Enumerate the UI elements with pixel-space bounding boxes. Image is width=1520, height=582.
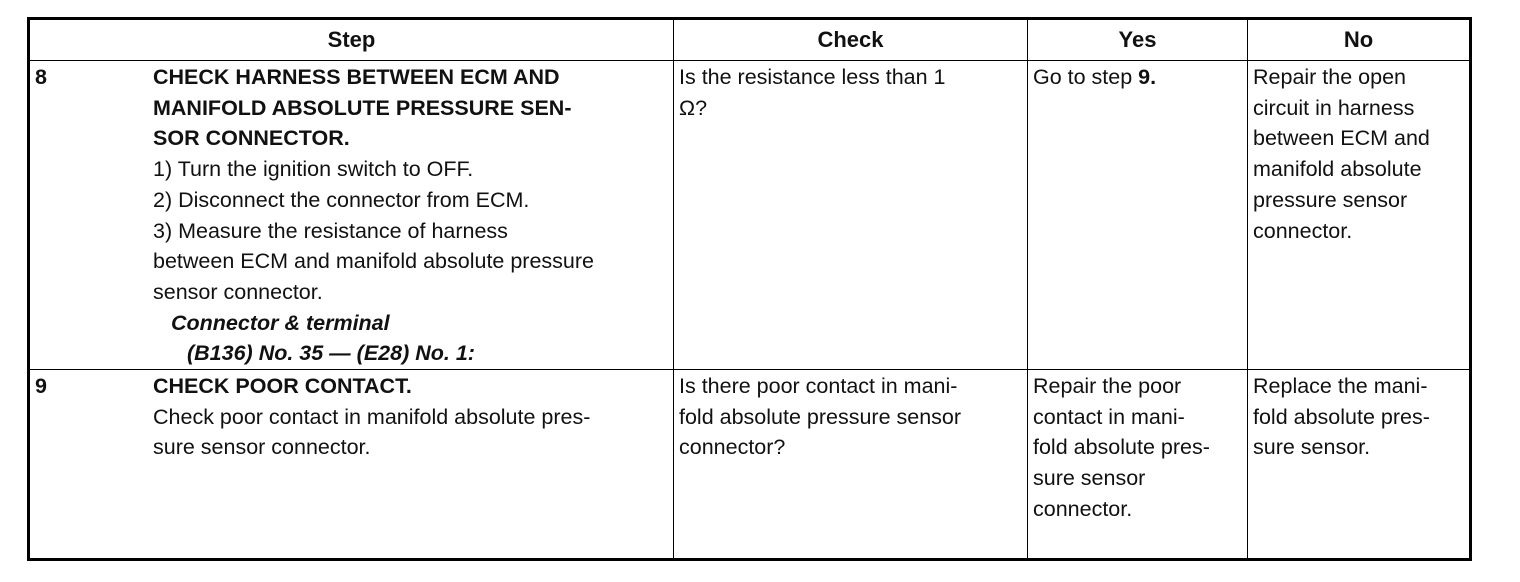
no-line: circuit in harness bbox=[1253, 95, 1415, 120]
no-cell-9 bbox=[1248, 370, 1471, 560]
step-title-line: CHECK POOR CONTACT. bbox=[153, 374, 412, 399]
no-line: sure sensor. bbox=[1253, 435, 1371, 460]
header-yes: Yes bbox=[1028, 19, 1248, 61]
table-row-step-8 bbox=[29, 61, 1471, 370]
instruction-line: sensor connector. bbox=[153, 279, 323, 304]
yes-line: contact in mani- bbox=[1033, 404, 1185, 429]
diagnostic-table bbox=[27, 17, 1472, 561]
no-line: fold absolute pres- bbox=[1253, 404, 1430, 429]
yes-cell-8 bbox=[1028, 61, 1248, 370]
no-line: Replace the mani- bbox=[1253, 374, 1428, 399]
instruction-line: 3) Measure the resistance of harness bbox=[153, 218, 508, 243]
table-header-row bbox=[29, 19, 1471, 61]
check-cell-9 bbox=[674, 370, 1028, 560]
connector-spec-value: (B136) No. 35 — (E28) No. 1: bbox=[187, 341, 475, 366]
no-line: manifold absolute bbox=[1253, 157, 1422, 182]
no-line: between ECM and bbox=[1253, 126, 1430, 151]
step-cell-9 bbox=[29, 370, 674, 560]
connector-spec-label: Connector & terminal bbox=[171, 310, 390, 335]
step-number: 9 bbox=[35, 374, 47, 399]
step-title-line: CHECK HARNESS BETWEEN ECM AND bbox=[153, 65, 560, 89]
check-line: Is the resistance less than 1 bbox=[679, 65, 946, 89]
instruction-line: between ECM and manifold absolute pressure bbox=[153, 249, 595, 274]
header-no: No bbox=[1248, 19, 1471, 61]
table-row-step-9 bbox=[29, 370, 1471, 560]
step-title-line: MANIFOLD ABSOLUTE PRESSURE SEN- bbox=[153, 95, 572, 120]
no-line: Repair the open bbox=[1253, 65, 1406, 89]
check-cell-8 bbox=[674, 61, 1028, 370]
step-cell-8 bbox=[29, 61, 674, 370]
header-check: Check bbox=[674, 19, 1028, 61]
no-cell-8 bbox=[1248, 61, 1471, 370]
instruction-line: 2) Disconnect the connector from ECM. bbox=[153, 187, 530, 212]
check-line: connector? bbox=[679, 435, 786, 460]
step-title-line: SOR CONNECTOR. bbox=[153, 126, 350, 151]
yes-cell-9 bbox=[1028, 370, 1248, 560]
step-number: 8 bbox=[35, 65, 47, 89]
instruction-line: 1) Turn the ignition switch to OFF. bbox=[153, 157, 474, 182]
yes-line: fold absolute pres- bbox=[1033, 435, 1210, 460]
step-body-8 bbox=[153, 61, 673, 369]
no-line: connector. bbox=[1253, 218, 1353, 243]
yes-text: Go to step bbox=[1033, 65, 1139, 89]
check-line: Ω? bbox=[679, 95, 708, 120]
yes-line: Repair the poor bbox=[1033, 374, 1182, 399]
check-line: Is there poor contact in mani- bbox=[679, 374, 958, 399]
yes-line: sure sensor bbox=[1033, 466, 1146, 491]
header-step: Step bbox=[29, 19, 674, 61]
step-body-9 bbox=[153, 370, 673, 463]
description-line: Check poor contact in manifold absolute pres- bbox=[153, 404, 591, 429]
check-line: fold absolute pressure sensor bbox=[679, 404, 962, 429]
yes-step-reference: 9. bbox=[1138, 65, 1157, 89]
yes-line: connector. bbox=[1033, 496, 1133, 521]
description-line: sure sensor connector. bbox=[153, 435, 371, 460]
no-line: pressure sensor bbox=[1253, 187, 1408, 212]
